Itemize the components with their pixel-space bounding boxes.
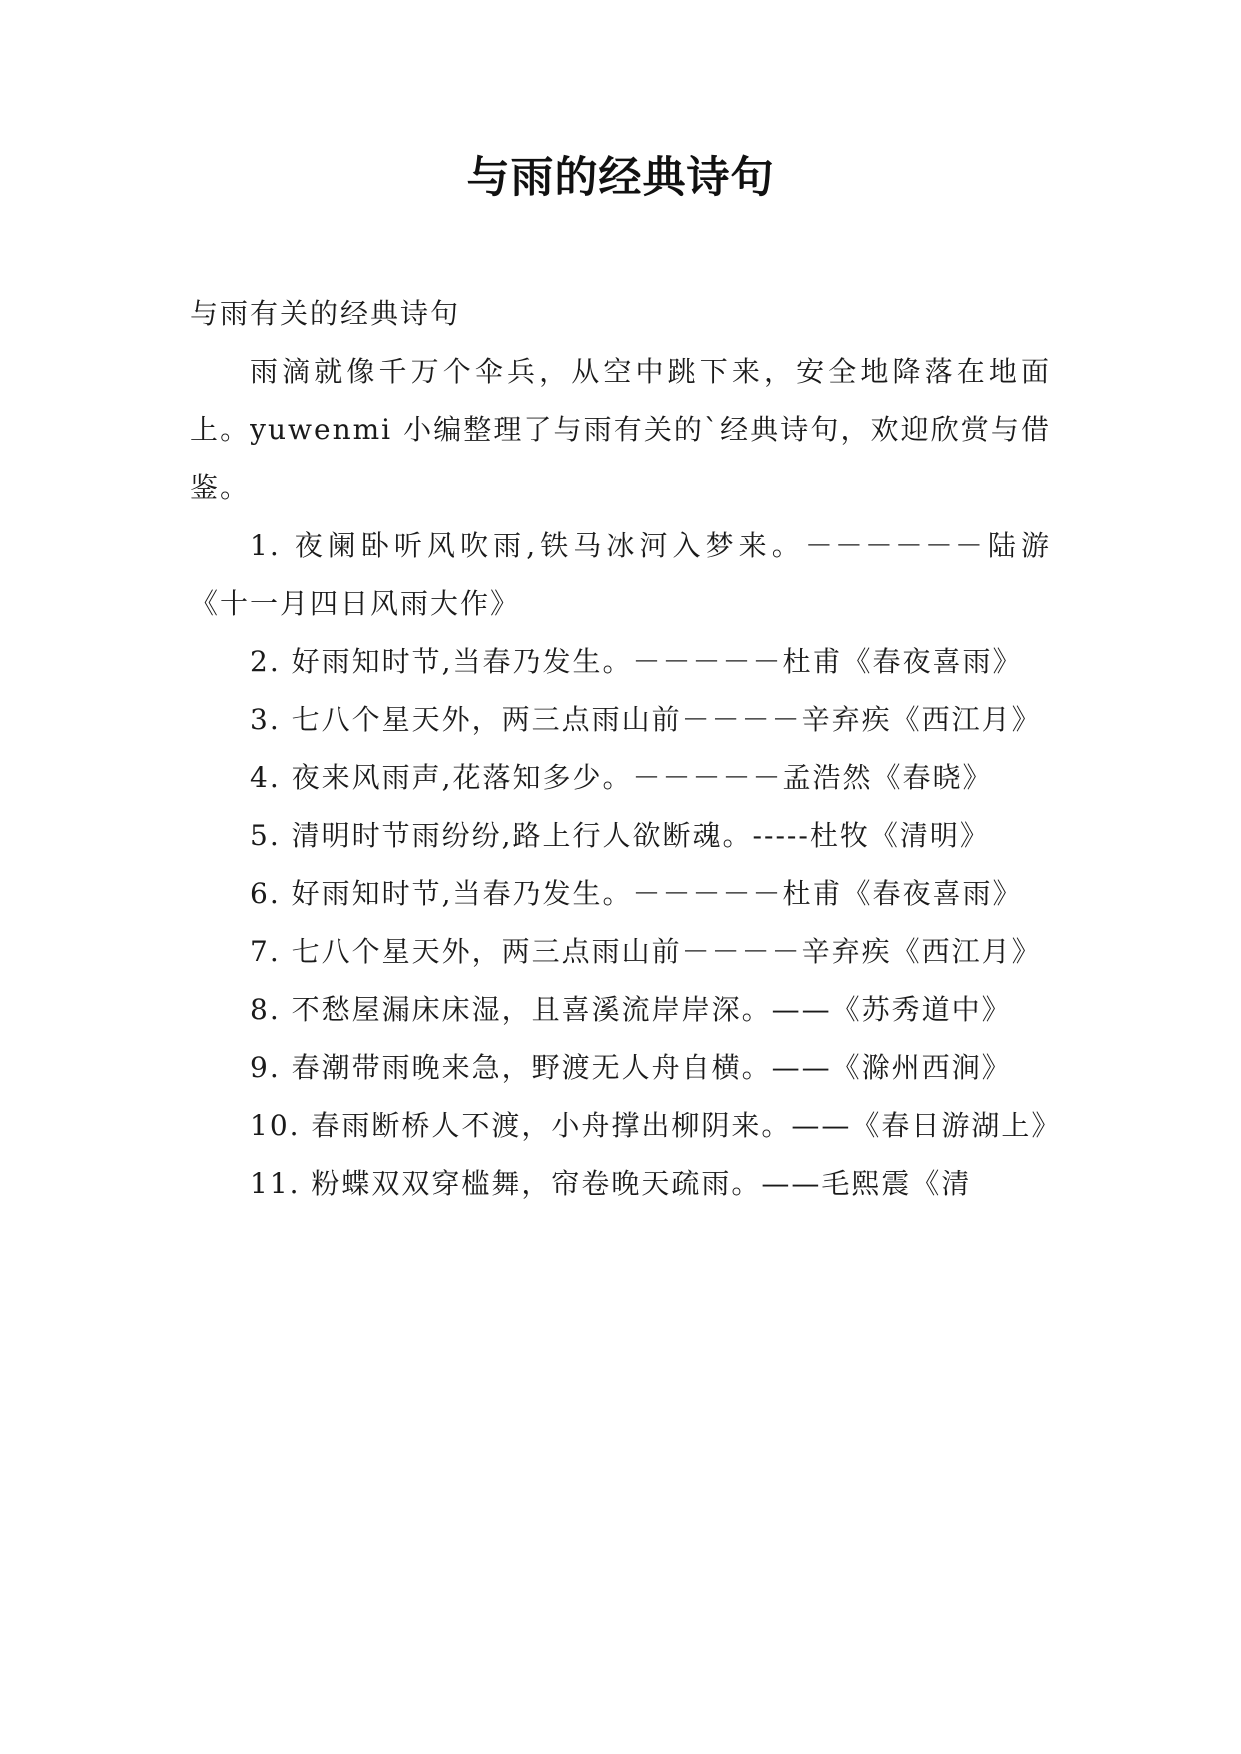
poem-item: 3. 七八个星天外，两三点雨山前－－－－辛弃疾《西江月》 <box>250 703 1042 736</box>
document-title: 与雨的经典诗句 <box>466 153 775 203</box>
document-subtitle: 与雨有关的经典诗句 <box>190 297 461 330</box>
poem-item: 4. 夜来风雨声,花落知多少。－－－－－孟浩然《春晓》 <box>250 761 993 794</box>
poem-item: 5. 清明时节雨纷纷,路上行人欲断魂。-----杜牧《清明》 <box>250 819 990 852</box>
poem-item: 10. 春雨断桥人不渡，小舟撑出柳阴来。——《春日游湖上》 <box>250 1109 1062 1142</box>
poem-item: 11. 粉蝶双双穿槛舞，帘卷晚天疏雨。——毛熙震《清 <box>250 1167 972 1200</box>
poem-item: 1. 夜阑卧听风吹雨,铁马冰河入梦来。－－－－－－陆游《十一月四日风雨大作》 <box>190 529 1051 620</box>
poem-item: 7. 七八个星天外，两三点雨山前－－－－辛弃疾《西江月》 <box>250 935 1042 968</box>
poem-item: 2. 好雨知时节,当春乃发生。－－－－－杜甫《春夜喜雨》 <box>250 645 1023 678</box>
intro-paragraph: 雨滴就像千万个伞兵，从空中跳下来，安全地降落在地面上。yuwenmi 小编整理了与雨有关的`经典诗句，欢迎欣赏与借鉴。 <box>190 355 1051 504</box>
document-body <box>190 285 1062 1213</box>
poem-item: 8. 不愁屋漏床床湿，且喜溪流岸岸深。——《苏秀道中》 <box>250 993 1012 1026</box>
poem-item: 9. 春潮带雨晚来急，野渡无人舟自横。——《滁州西涧》 <box>250 1051 1012 1084</box>
poem-item: 6. 好雨知时节,当春乃发生。－－－－－杜甫《春夜喜雨》 <box>250 877 1023 910</box>
